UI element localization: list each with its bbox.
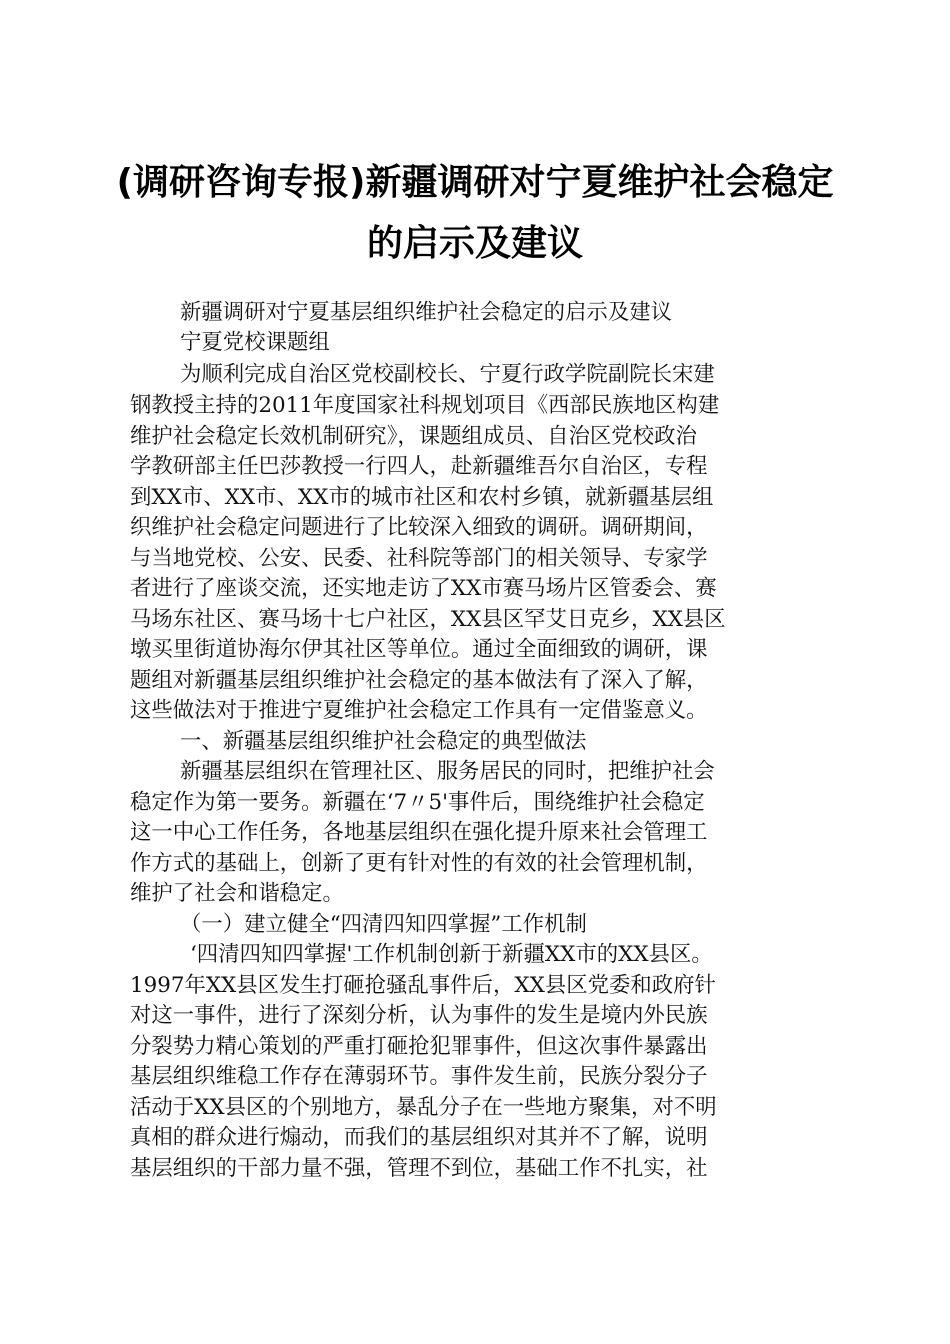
text-line: 稳定作为第一要务。新疆在‘7〃5'事件后，围绕维护社会稳定 [130,790,705,815]
subsection-heading: （一）建立健全“四清四知四掌握”工作机制 [180,912,587,937]
document-title-line-2: 的启示及建议 [366,223,583,264]
text-line: 这一中心工作任务，各地基层组织在强化提升原来社会管理工 [130,820,708,845]
text-line: 题组对新疆基层组织维护社会稳定的基本做法有了深入了解， [130,668,708,693]
text-line: 维护社会稳定长效机制研究》，课题组成员、自治区党校政治 [130,424,697,449]
text-line: 分裂势力精心策划的严重打砸抢犯罪事件，但这次事件暴露出 [130,1034,708,1059]
text-line: 这些做法对于推进宁夏维护社会稳定工作具有一定借鉴意义。 [130,698,708,723]
text-line: 与当地党校、公安、民委、社科院等部门的相关领导、专家学 [130,546,708,571]
subtitle: 新疆调研对宁夏基层组织维护社会稳定的启示及建议 [180,300,672,325]
text-line: 墩买里街道协海尔伊其社区等单位。通过全面细致的调研，课 [130,637,708,662]
text-line: 作方式的基础上，创新了更有针对性的有效的社会管理机制， [130,851,708,876]
text-line: 为顺利完成自治区党校副校长、宁夏行政学院副院长宋建 [180,362,715,387]
text-line: 真相的群众进行煽动，而我们的基层组织对其并不了解，说明 [130,1125,708,1150]
text-line: 钢教授主持的2011年度国家社科规划项目《西部民族地区构建 [130,393,720,418]
text-line: 活动于XX县区的个别地方，暴乱分子在一些地方聚集，对不明 [130,1095,717,1120]
text-line: 学教研部主任巴莎教授一行四人，赴新疆维吾尔自治区，专程 [130,454,708,479]
author-line: 宁夏党校课题组 [180,330,330,355]
text-line: 基层组织的干部力量不强，管理不到位，基础工作不扎实，社 [130,1156,708,1181]
text-line: 维护了社会和谐稳定。 [130,881,344,906]
text-line: 1997年XX县区发生打砸抢骚乱事件后，XX县区党委和政府针 [130,973,716,998]
text-line: 马场东社区、赛马场十七户社区，XX县区罕艾日克乡，XX县区 [130,607,726,632]
text-line: 对这一事件，进行了深刻分析，认为事件的发生是境内外民族 [130,1003,708,1028]
text-line: 到XX市、XX市、XX市的城市社区和农村乡镇，就新疆基层组 [130,485,714,510]
text-line: 织维护社会稳定问题进行了比较深入细致的调研。调研期间， [130,515,708,540]
text-line: 新疆基层组织在管理社区、服务居民的同时，把维护社会 [180,759,715,784]
document-title-line-1: (调研咨询专报)新疆调研对宁夏维护社会稳定 [116,162,834,203]
text-line: ‘四清四知四掌握'工作机制创新于新疆XX市的XX县区。 [190,942,713,967]
text-line: 者进行了座谈交流，还实地走访了XX市赛马场片区管委会、赛 [130,576,717,601]
section-heading: 一、新疆基层组织维护社会稳定的典型做法 [180,729,587,754]
text-line: 基层组织维稳工作存在薄弱环节。事件发生前，民族分裂分子 [130,1064,708,1089]
